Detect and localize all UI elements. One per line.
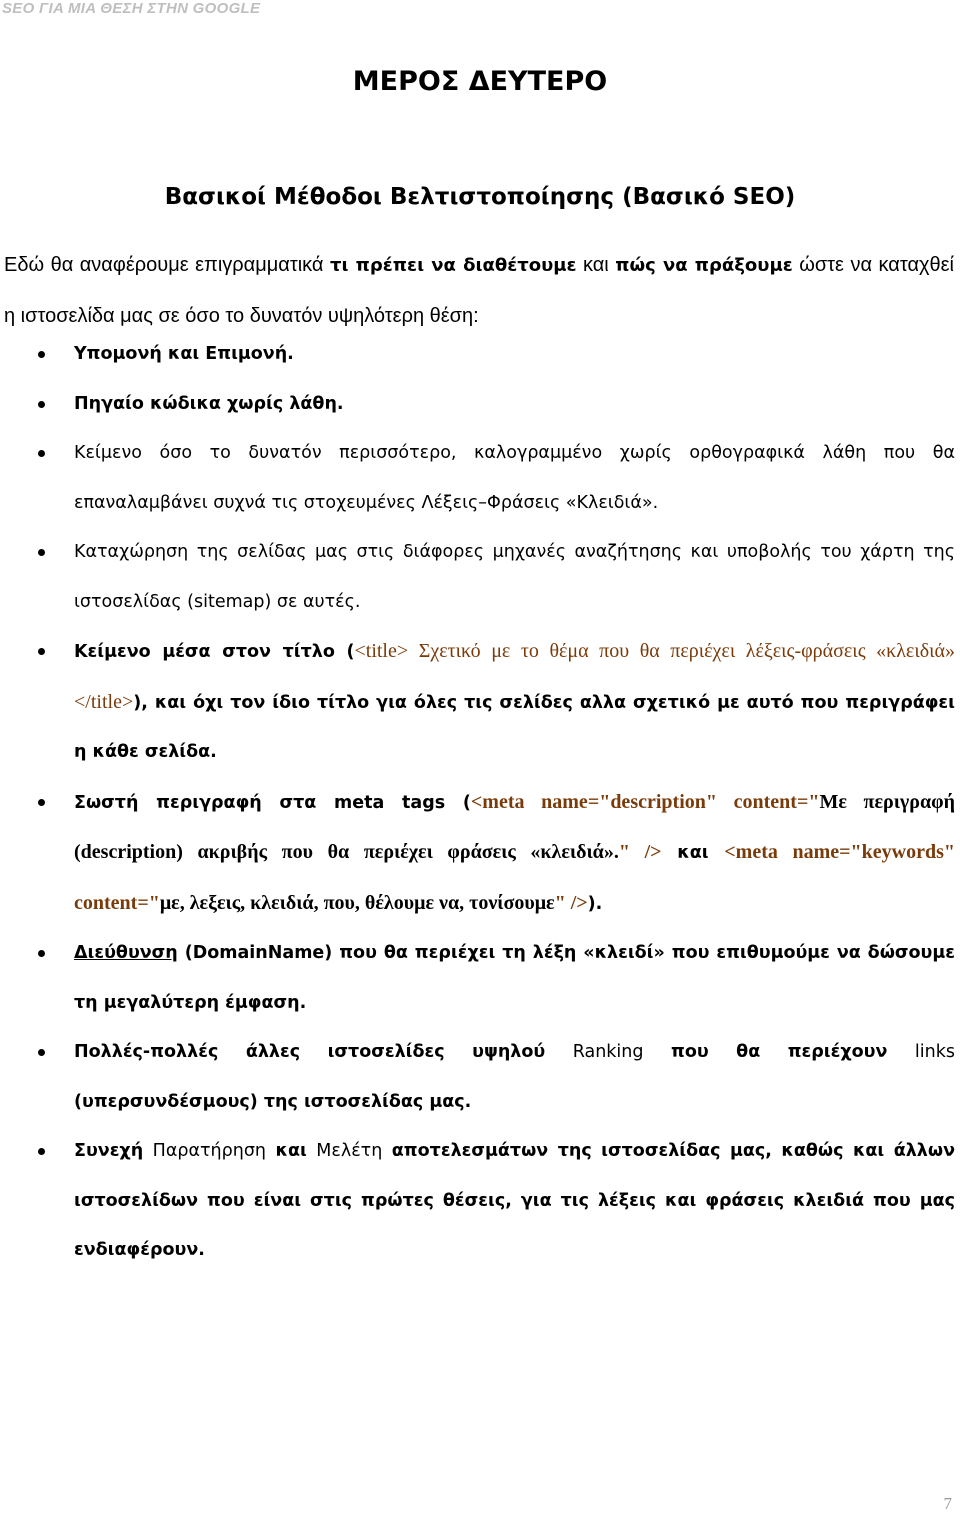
part-title: ΜΕΡΟΣ ΔΕΥΤΕΡΟ: [352, 66, 608, 97]
list-item: Κείμενο μέσα στον τίτλο (<title> Σχετικό με το θέμα που θα περιέχει λέξεις-φράσεις «κλειδιά» </title>), και όχι τον ίδιο τίτλο για όλες τις σελίδες αλλα σχετικό με αυτό που περιγράφει η κάθε σελίδα.: [0, 627, 955, 778]
running-header: SEO ΓΙΑ ΜΙΑ ΘΕΣΗ ΣΤΗΝ GOOGLE: [2, 0, 261, 17]
section-title: Βασικοί Μέθοδοι Βελτιστοποίησης (Βασικό SEO): [164, 184, 796, 210]
page-number: 7: [943, 1494, 952, 1513]
list-item: Σωστή περιγραφή στα meta tags (<meta name="description" content="Με περιγραφή (description) ακριβής που θα περιέχει φράσεις «κλειδιά»." /> και <meta name="keywords" content="με, λεξεις, κλειδιά, που, θέλουμε να, τονίσουμε" />).: [0, 778, 955, 930]
seo-methods-list: [0, 330, 955, 1276]
intro-paragraph: Εδώ θα αναφέρουμε επιγραμματικά τι πρέπει να διαθέτουμε και πώς να πράξουμε ώστε να καταχθεί η ιστοσελίδα μας σε όσο το δυνατόν υψηλότερη θέση:: [4, 254, 954, 327]
list-item: Καταχώρηση της σελίδας μας στις διάφορες μηχανές αναζήτησης και υποβολής του χάρτη της ιστοσελίδας (sitemap) σε αυτές.: [0, 528, 955, 627]
list-item: Πολλές-πολλές άλλες ιστοσελίδες υψηλού Ranking που θα περιέχουν links (υπερσυνδέσμους) της ιστοσελίδας μας.: [0, 1028, 955, 1127]
list-item: Κείμενο όσο το δυνατόν περισσότερο, καλογραμμένο χωρίς ορθογραφικά λάθη που θα επαναλαμβάνει συχνά τις στοχευμένες Λέξεις–Φράσεις «Κλειδιά».: [0, 429, 955, 528]
list-item: Συνεχή Παρατήρηση και Μελέτη αποτελεσμάτων της ιστοσελίδας μας, καθώς και άλλων ιστοσελίδων που είναι στις πρώτες θέσεις, για τις λέξεις και φράσεις κλειδιά που μας ενδιαφέρουν.: [0, 1127, 955, 1276]
list-item: Υπομονή και Επιμονή.: [0, 330, 955, 380]
list-item: Πηγαίο κώδικα χωρίς λάθη.: [0, 380, 955, 430]
list-item: Διεύθυνση (DomainName) που θα περιέχει τη λέξη «κλειδί» που επιθυμούμε να δώσουμε τη μεγαλύτερη έμφαση.: [0, 929, 955, 1028]
